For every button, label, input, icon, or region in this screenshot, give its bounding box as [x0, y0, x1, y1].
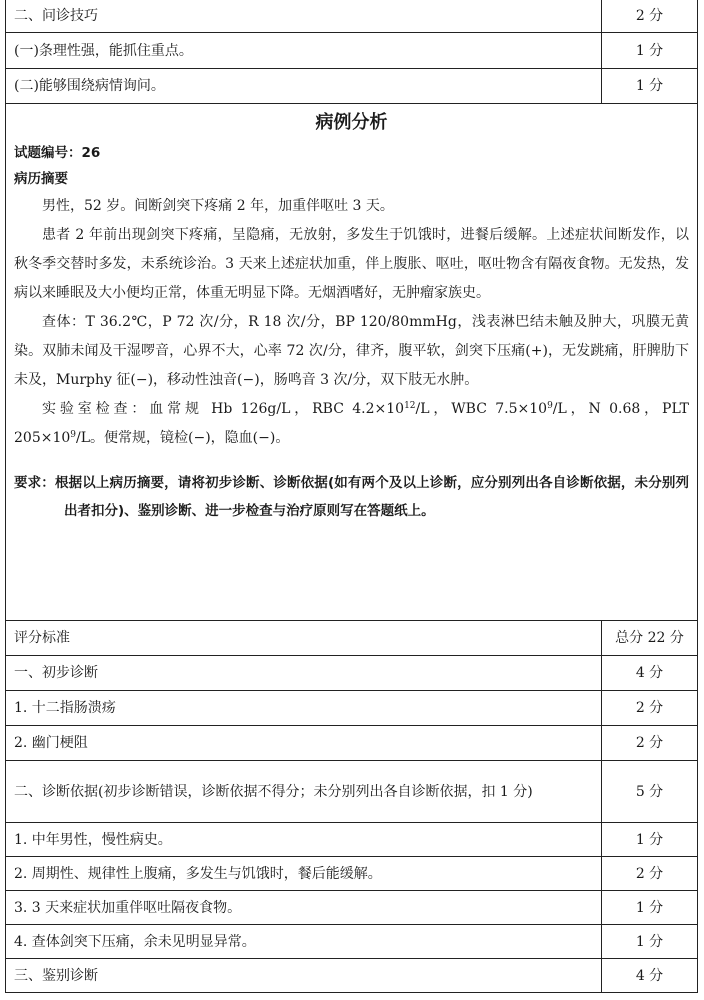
case-lab: 实验室检查：血常规 Hb 126g/L，RBC $4.2\times 10^{12}/L$，WBC $7.5\times 10^9/L$，N 0.68，PLT $205\times 10^9/L$。便常规，镜检(−)，隐血(−)。	[14, 401, 689, 446]
row-score: 5 分	[601, 761, 697, 822]
row-text: (二)能够围绕病情询问。	[14, 78, 165, 94]
score-row	[6, 0, 697, 33]
case-title: 病例分析	[315, 112, 388, 133]
question-id: 试题编号：26	[14, 145, 101, 161]
score-row	[6, 761, 697, 823]
row-text: 1. 十二指肠溃疡	[14, 700, 116, 716]
case-analysis-section	[6, 104, 697, 621]
row-score: 2 分	[601, 691, 697, 725]
row-text: (一)条理性强，能抓住重点。	[14, 42, 193, 59]
row-text: 二、问诊技巧	[14, 8, 98, 24]
scoring-header-text: 评分标准	[14, 630, 70, 646]
row-text: 4. 查体剑突下压痛，余未见明显异常。	[14, 933, 256, 950]
score-row	[6, 33, 697, 69]
row-score: 1 分	[601, 891, 697, 924]
row-score: 2 分	[601, 726, 697, 760]
row-text: 1. 中年男性，慢性病史。	[14, 831, 172, 848]
row-score: 2 分	[601, 0, 697, 32]
score-row	[6, 823, 697, 857]
exam-document	[5, 0, 698, 993]
row-score: 4 分	[601, 656, 697, 690]
score-row	[6, 656, 697, 691]
row-text: 一、初步诊断	[14, 665, 98, 681]
requirements: 要求：根据以上病历摘要，请将初步诊断、诊断依据(如有两个及以上诊断，应分别列出各自诊断依据，未分别列出者扣分)、鉴别诊断、进一步检查与治疗原则写在答题纸上。	[14, 475, 689, 519]
row-text: 二、诊断依据(初步诊断错误，诊断依据不得分；未分别列出各自诊断依据，扣 1 分)	[14, 783, 533, 800]
score-row	[6, 691, 697, 726]
row-score: 1 分	[601, 823, 697, 856]
row-text: 2. 幽门梗阻	[14, 735, 88, 751]
score-row	[6, 857, 697, 891]
score-row	[6, 959, 697, 993]
row-score: 1 分	[601, 33, 697, 68]
case-intro: 男性，52 岁。间断剑突下疼痛 2 年，加重伴呕吐 3 天。	[42, 198, 394, 214]
scoring-header-total: 总分 22 分	[601, 621, 697, 655]
summary-label: 病历摘要	[14, 171, 68, 187]
row-score: 1 分	[601, 69, 697, 103]
score-row	[6, 726, 697, 761]
row-text: 2. 周期性、规律性上腹痛，多发生与饥饿时，餐后能缓解。	[14, 865, 382, 882]
row-text: 三、鉴别诊断	[14, 967, 98, 984]
row-text: 3. 3 天来症状加重伴呕吐隔夜食物。	[14, 899, 242, 916]
score-row	[6, 69, 697, 104]
case-exam: 查体：T 36.2℃，P 72 次/分，R 18 次/分，BP 120/80mmHg，浅表淋巴结未触及肿大，巩膜无黄染。双肺未闻及干湿啰音，心界不大，心率 72 次/分，律齐，腹平软，剑突下压痛(+)，无发跳痛，肝脾肋下未及，Murphy 征(−)，移动性浊音(−)，肠鸣音 3 次/分，双下肢无水肿。	[14, 314, 689, 388]
case-history: 患者 2 年前出现剑突下疼痛，呈隐痛，无放射，多发生于饥饿时，进餐后缓解。上述症状间断发作，以秋冬季交替时多发，未系统诊治。3 天来上述症状加重，伴上腹胀、呕吐，呕吐物含有隔夜食物。无发热，发病以来睡眠及大小便均正常，体重无明显下降。无烟酒嗜好，无肿瘤家族史。	[14, 227, 689, 301]
score-row	[6, 891, 697, 925]
row-score: 4 分	[601, 959, 697, 992]
scoring-header-row	[6, 621, 697, 656]
row-score: 1 分	[601, 925, 697, 958]
score-row	[6, 925, 697, 959]
row-score: 2 分	[601, 857, 697, 890]
